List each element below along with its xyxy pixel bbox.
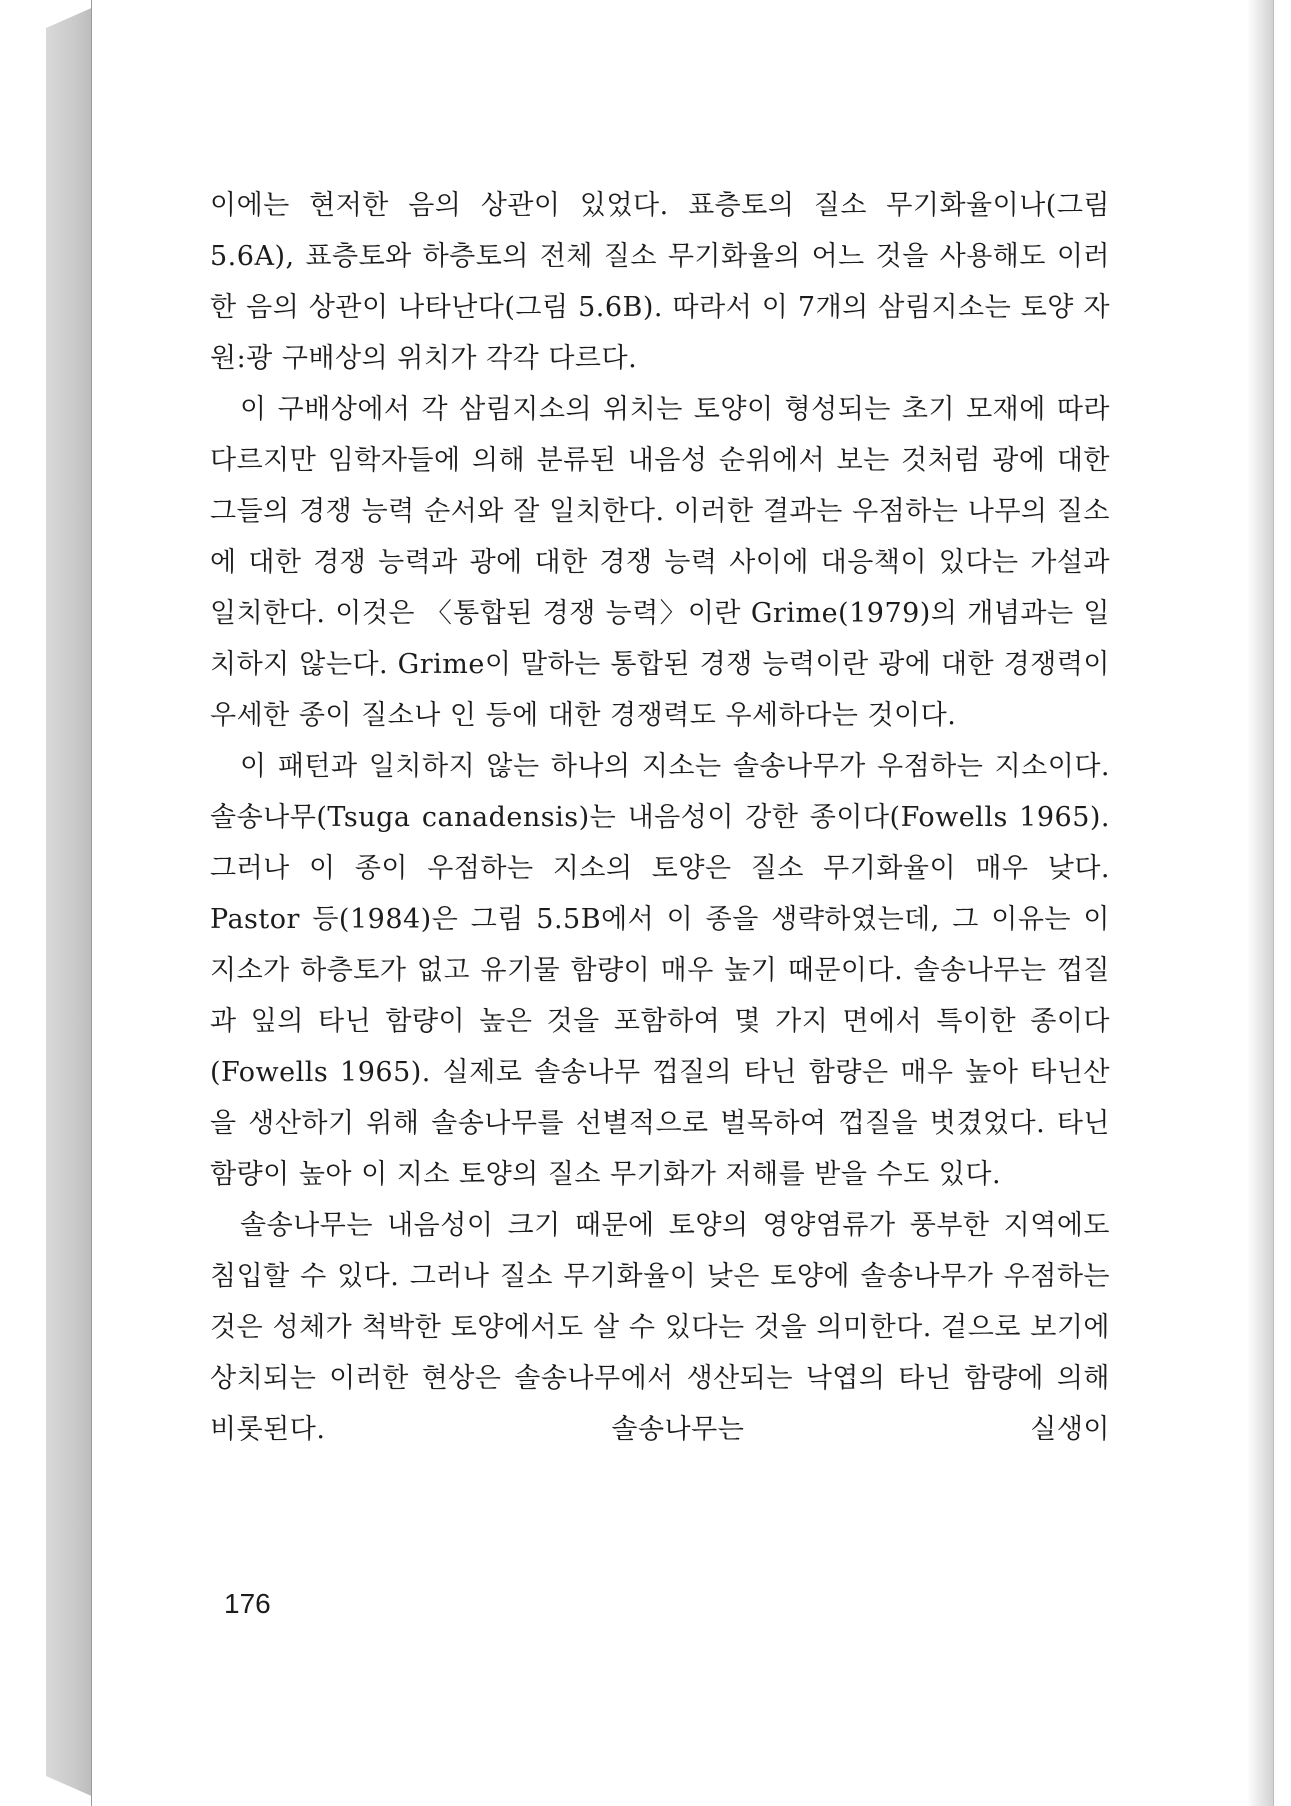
paragraph-1: 이에는 현저한 음의 상관이 있었다. 표층토의 질소 무기화율이나(그림 5.6A), 표층토와 하층토의 전체 질소 무기화율의 어느 것을 사용해도 이러한 음의 상관이 나타난다(그림 5.6B). 따라서 이 7개의 삼림지소는 토양 자원:광 구배상의 위치가 각각 다르다. [210, 190, 1110, 374]
paragraph-2: 이 구배상에서 각 삼림지소의 위치는 토양이 형성되는 초기 모재에 따라 다르지만 임학자들에 의해 분류된 내음성 순위에서 보는 것처럼 광에 대한 그들의 경쟁 능력 순서와 잘 일치한다. 이러한 결과는 우점하는 나무의 질소에 대한 경쟁 능력과 광에 대한 경쟁 능력 사이에 대응책이 있다는 가설과 일치한다. 이것은 〈통합된 경쟁 능력〉이란 Grime(1979)의 개념과는 일치하지 않는다. Grime이 말하는 통합된 경쟁 능력이란 광에 대한 경쟁력이 우세한 종이 질소나 인 등에 대한 경쟁력도 우세하다는 것이다. [210, 394, 1110, 731]
page-number: 176 [224, 1588, 271, 1619]
page-shadow [1247, 0, 1273, 1806]
paragraph-4: 솔송나무는 내음성이 크기 때문에 토양의 영양염류가 풍부한 지역에도 침입할 수 있다. 그러나 질소 무기화율이 낮은 토양에 솔송나무가 우점하는 것은 성체가 척박한 토양에서도 살 수 있다는 것을 의미한다. 겉으로 보기에 상치되는 이러한 현상은 솔송나무에서 생산되는 낙엽의 타닌 함량에 의해 비롯된다. 솔송나무는 실생이 [210, 1210, 1110, 1445]
paragraph-3: 이 패턴과 일치하지 않는 하나의 지소는 솔송나무가 우점하는 지소이다. 솔송나무(Tsuga canadensis)는 내음성이 강한 종이다(Fowells 1965). 그러나 이 종이 우점하는 지소의 토양은 질소 무기화율이 매우 낮다. Pastor 등(1984)은 그림 5.5B에서 이 종을 생략하였는데, 그 이유는 이 지소가 하층토가 없고 유기물 함량이 매우 높기 때문이다. 솔송나무는 껍질과 잎의 타닌 함량이 높은 것을 포함하여 몇 가지 면에서 특이한 종이다(Fowells 1965). 실제로 솔송나무 껍질의 타닌 함량은 매우 높아 타닌산을 생산하기 위해 솔송나무를 선별적으로 벌목하여 껍질을 벗겼었다. 타닌 함량이 높아 이 지소 토양의 질소 무기화가 저해를 받을 수도 있다. [210, 751, 1110, 1190]
body-text [210, 180, 1110, 1455]
book-page-edge [46, 6, 96, 1798]
